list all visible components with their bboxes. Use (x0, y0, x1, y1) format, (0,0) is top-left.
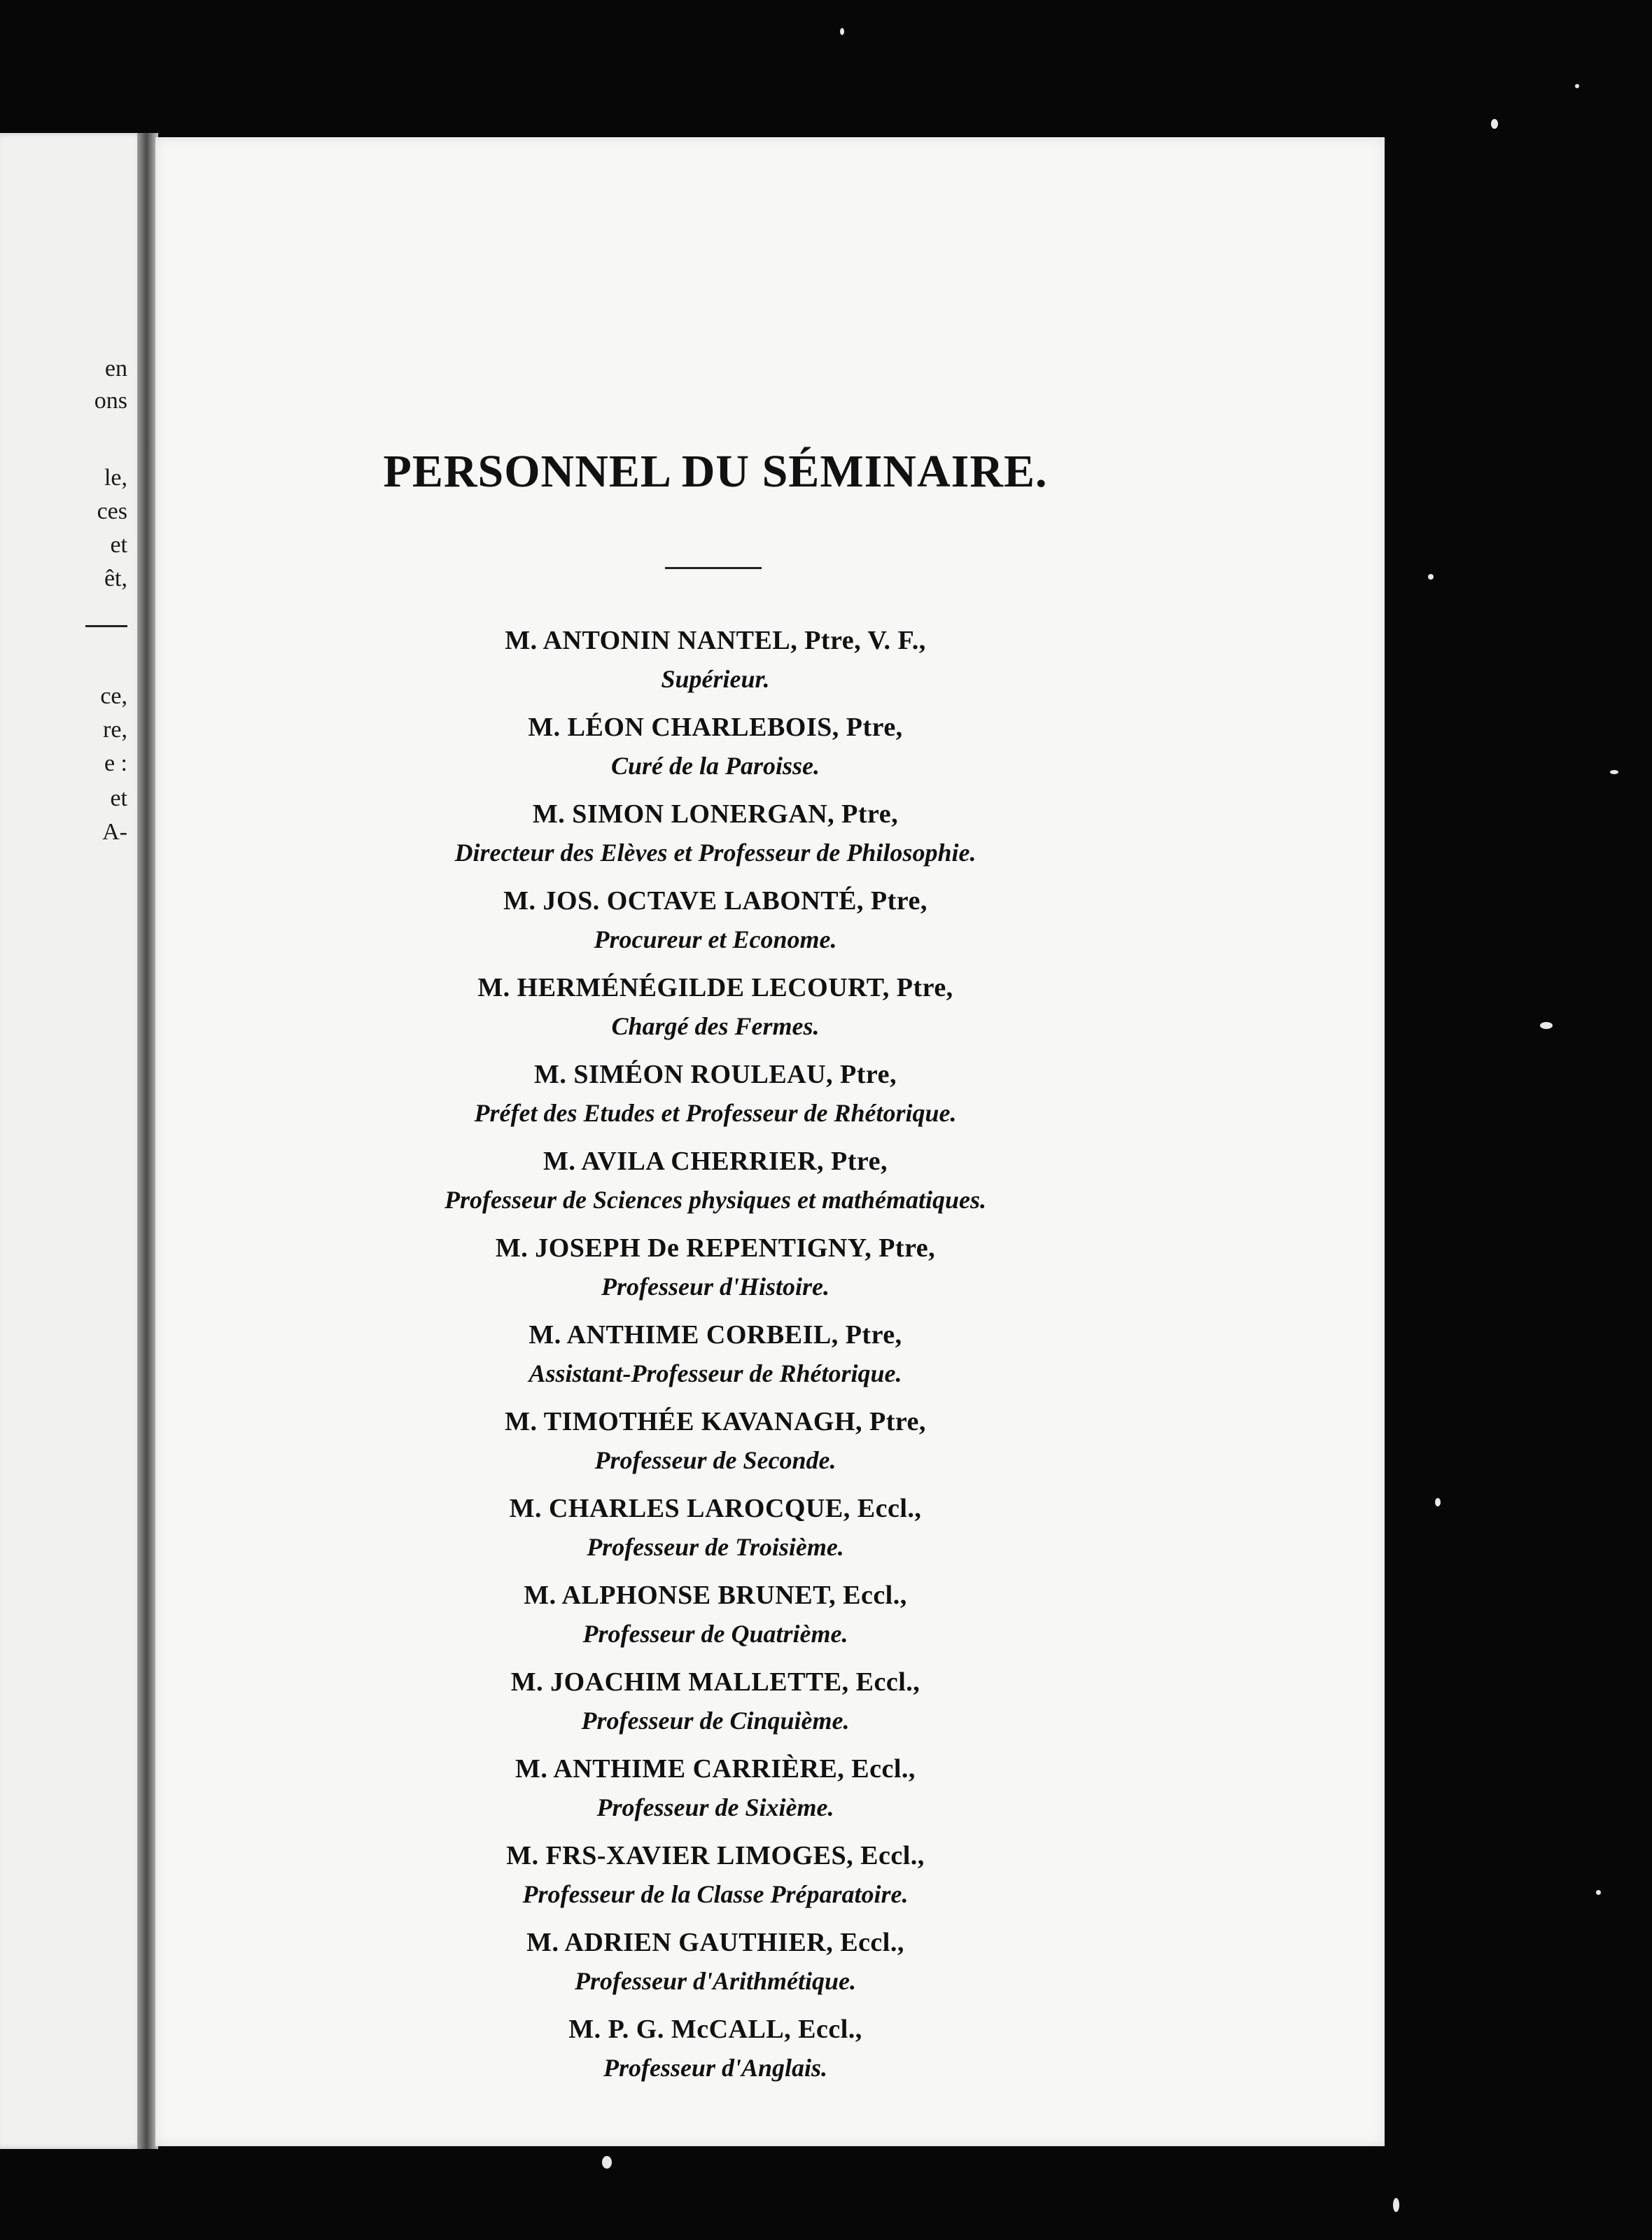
staff-role: Procureur et Econome. (594, 925, 837, 953)
staff-name: M. ANTONIN NANTEL, Ptre, V. F., (505, 626, 926, 655)
facing-text-fragment: et (110, 532, 127, 558)
staff-name: M. JOACHIM MALLETTE, Eccl., (510, 1667, 920, 1697)
dust-speck (1428, 574, 1434, 580)
facing-page-rule (85, 625, 127, 627)
staff-entry (155, 794, 1275, 881)
staff-role: Professeur de Cinquième. (581, 1707, 850, 1735)
staff-name: M. TIMOTHÉE KAVANAGH, Ptre, (505, 1407, 926, 1436)
staff-name: M. SIMÉON ROULEAU, Ptre, (534, 1060, 897, 1089)
staff-entry (155, 1401, 1275, 1488)
dust-speck (1540, 1022, 1553, 1029)
staff-entry (155, 881, 1275, 967)
staff-role: Supérieur. (661, 665, 770, 693)
staff-name: M. LÉON CHARLEBOIS, Ptre, (528, 713, 903, 742)
staff-role: Préfet des Etudes et Professeur de Rhétorique. (474, 1099, 957, 1127)
page-title: PERSONNEL DU SÉMINAIRE. (383, 446, 1048, 497)
facing-text-fragment: êt, (104, 566, 127, 592)
staff-entry (155, 1488, 1275, 1575)
staff-list (155, 620, 1275, 2096)
staff-name: M. ANTHIME CARRIÈRE, Eccl., (515, 1754, 916, 1784)
staff-entry (155, 707, 1275, 794)
dust-speck (1596, 1890, 1601, 1895)
staff-name: M. P. G. McCALL, Eccl., (568, 2015, 862, 2044)
staff-entry (155, 1662, 1275, 1749)
staff-name: M. ANTHIME CORBEIL, Ptre, (528, 1320, 902, 1350)
facing-page (0, 133, 146, 2149)
dust-speck (602, 2156, 612, 2169)
staff-entry (155, 1575, 1275, 1662)
staff-entry (155, 1835, 1275, 1922)
document-page (155, 137, 1385, 2146)
dust-speck (1491, 119, 1498, 129)
staff-entry (155, 1922, 1275, 2009)
staff-entry (155, 1749, 1275, 1835)
facing-text-fragment: en (104, 356, 127, 382)
dust-speck (1393, 2198, 1399, 2212)
staff-name: M. SIMON LONERGAN, Ptre, (532, 799, 899, 829)
dust-speck (1575, 84, 1579, 88)
staff-name: M. ADRIEN GAUTHIER, Eccl., (526, 1928, 904, 1957)
staff-entry (155, 1315, 1275, 1401)
staff-entry (155, 2009, 1275, 2096)
staff-entry (155, 967, 1275, 1054)
staff-role: Professeur d'Arithmétique. (574, 1967, 857, 1995)
staff-entry (155, 620, 1275, 707)
staff-role: Professeur d'Histoire. (601, 1273, 830, 1301)
staff-role: Professeur d'Anglais. (603, 2054, 828, 2082)
dust-speck (840, 28, 844, 35)
facing-text-fragment: ce, (100, 683, 127, 709)
facing-text-fragment: A- (102, 819, 127, 845)
staff-role: Directeur des Elèves et Professeur de Philosophie. (454, 839, 976, 867)
dust-speck (1435, 1498, 1441, 1506)
facing-text-fragment: ces (97, 498, 127, 524)
staff-role: Curé de la Paroisse. (610, 752, 820, 780)
staff-role: Professeur de Sciences physiques et mathématiques. (444, 1186, 986, 1214)
facing-text-fragment: le, (104, 465, 127, 491)
staff-name: M. AVILA CHERRIER, Ptre, (543, 1147, 888, 1176)
staff-name: M. ALPHONSE BRUNET, Eccl., (524, 1581, 907, 1610)
facing-text-fragment: e : (104, 750, 127, 776)
facing-text-fragment: et (110, 785, 127, 811)
staff-role: Professeur de la Classe Préparatoire. (522, 1880, 909, 1908)
staff-name: M. FRS-XAVIER LIMOGES, Eccl., (506, 1841, 925, 1870)
dust-speck (1610, 770, 1618, 774)
staff-role: Professeur de Sixième. (596, 1793, 834, 1821)
staff-name: M. HERMÉNÉGILDE LECOURT, Ptre, (477, 973, 953, 1002)
staff-entry (155, 1141, 1275, 1228)
staff-name: M. JOS. OCTAVE LABONTÉ, Ptre, (503, 886, 927, 916)
staff-role: Assistant-Professeur de Rhétorique. (528, 1359, 902, 1387)
staff-role: Professeur de Seconde. (594, 1446, 836, 1474)
staff-entry (155, 1228, 1275, 1315)
title-divider (665, 567, 762, 569)
staff-entry (155, 1054, 1275, 1141)
staff-role: Professeur de Troisième. (587, 1533, 844, 1561)
staff-name: M. CHARLES LAROCQUE, Eccl., (509, 1494, 922, 1523)
staff-role: Professeur de Quatrième. (582, 1620, 848, 1648)
staff-role: Chargé des Fermes. (611, 1012, 820, 1040)
facing-text-fragment: ons (94, 388, 127, 414)
facing-text-fragment: re, (103, 717, 127, 743)
staff-name: M. JOSEPH De REPENTIGNY, Ptre, (495, 1233, 936, 1263)
